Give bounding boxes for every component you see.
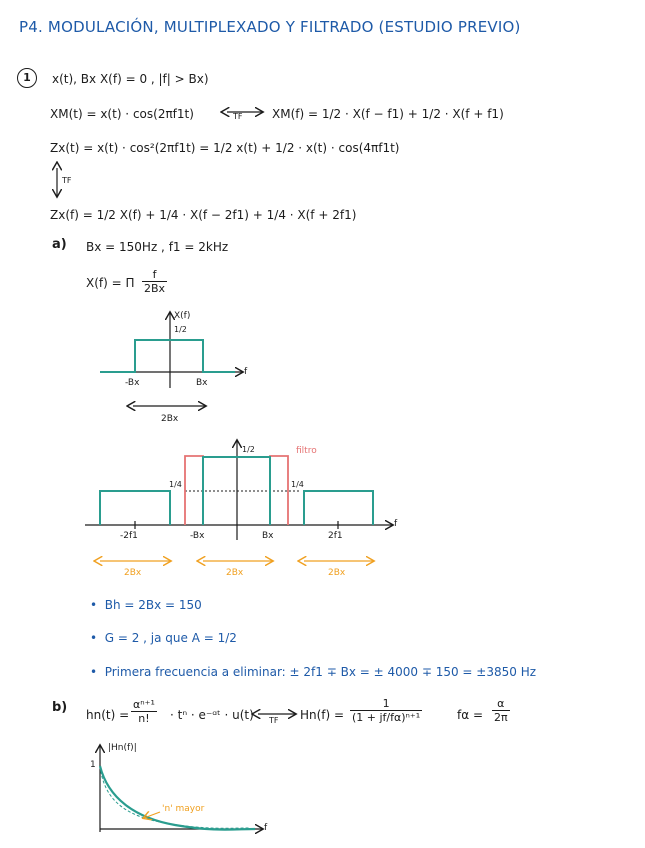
section-number: 1 (17, 68, 37, 88)
page-title: P4. MODULACIÓN, MULTIPLEXADO Y FILTRADO (ESTUDIO PREVIO) (19, 18, 521, 36)
plot3-annotation: 'n' mayor (162, 804, 205, 814)
plot2-tick-m2f1-label: -2f1 (120, 531, 138, 541)
plot2-width-label-right: 2Bx (328, 568, 346, 578)
plot3-ylabel: |Hn(f)| (108, 743, 137, 753)
freq-response-fraction (350, 697, 422, 724)
falpha-den: 2π (494, 711, 508, 724)
plot2-tick-bx-label: Bx (262, 531, 274, 541)
plot3-curve-n-large (100, 766, 250, 828)
plot1-xlabel: f (244, 367, 248, 377)
rect-arg-num: f (142, 268, 167, 282)
bullet-first-frequency: • Primera frecuencia a eliminar: ± 2f1 ∓ Bx = ± 4000 ∓ 150 = ±3850 Hz (90, 665, 537, 679)
plot3-annotation-arrow (144, 812, 160, 818)
tf-label-1: TF (233, 112, 243, 121)
impulse-response-rest: · tⁿ · e⁻ᵅᵗ · u(t) (170, 708, 254, 722)
bullet-bandwidth-text: Bh = 2Bx = 150 (104, 598, 202, 612)
impulse-response-fraction (131, 698, 157, 725)
plot3-y-tick: 1 (90, 760, 96, 770)
freq-response-den: (1 + jf/fα)ⁿ⁺¹ (352, 711, 421, 724)
falpha-num: α (492, 697, 510, 711)
falpha-lhs: fα = (457, 708, 484, 722)
plot2-width-label-center: 2Bx (226, 568, 244, 578)
plot2-width-label-left: 2Bx (124, 568, 142, 578)
modulated-signal-freq: XM(f) = 1/2 · X(f − f1) + 1/2 · X(f + f1) (272, 107, 504, 121)
plot1-tick-bx: Bx (196, 378, 208, 388)
plot1-width-label: 2Bx (161, 414, 179, 424)
plot2-height-side-right: 1/4 (291, 480, 304, 489)
bullet-gain: • G = 2 , ja que A = 1/2 (90, 631, 237, 645)
impulse-den: n! (138, 712, 150, 725)
plot2-tick-mbx-label: -Bx (190, 531, 205, 541)
bullet-gain-text: G = 2 , ja que A = 1/2 (104, 631, 237, 645)
plot2-height-side-left: 1/4 (169, 480, 182, 489)
modulated-signal-time: XM(t) = x(t) · cos(2πf1t) (50, 107, 194, 121)
impulse-response-lhs: hn(t) = (86, 708, 130, 722)
tf-label-2: TF (269, 716, 279, 725)
plot1-height-label: 1/2 (174, 325, 187, 334)
bullet-first-frequency-text: Primera frecuencia a eliminar: ± 2f1 ∓ Bx = ± 4000 ∓ 150 = ±3850 Hz (104, 665, 537, 679)
plot2-filter-label: filtro (296, 446, 317, 456)
spectrum-definition: X(f) = Π (86, 276, 135, 290)
falpha-fraction (492, 697, 510, 724)
freq-response-num: 1 (350, 697, 422, 711)
part-a-label: a) (52, 237, 67, 252)
signal-definition: x(t), Bx X(f) = 0 , |f| > Bx) (52, 72, 209, 86)
freq-response-lhs: Hn(f) = (300, 708, 345, 722)
zx-freq-expression: Zx(f) = 1/2 X(f) + 1/4 · X(f − 2f1) + 1/4 · X(f + 2f1) (50, 208, 357, 222)
plot2-xlabel: f (394, 519, 398, 529)
bullet-bandwidth: • Bh = 2Bx = 150 (90, 598, 202, 612)
plot2-left-replica (100, 491, 170, 525)
plot3-xlabel: f (264, 823, 268, 833)
rect-arg-den: 2Bx (144, 282, 166, 295)
plot1-rect-pulse (100, 340, 235, 372)
plot2-right-replica (304, 491, 373, 525)
plot3-curve-n-small (100, 766, 255, 830)
plot1-tick-neg-bx: -Bx (125, 378, 140, 388)
plot1-ylabel: X(f) (174, 311, 191, 321)
plot2-height-center: 1/2 (242, 445, 255, 454)
zx-time-expression: Zx(t) = x(t) · cos²(2πf1t) = 1/2 x(t) + 1/2 · x(t) · cos(4πf1t) (50, 141, 400, 155)
tf-label-vertical: TF (62, 176, 72, 185)
plot2-tick-2f1-label: 2f1 (328, 531, 343, 541)
part-a-given: Bx = 150Hz , f1 = 2kHz (86, 240, 229, 254)
impulse-num: αⁿ⁺¹ (133, 698, 155, 711)
part-b-label: b) (52, 700, 68, 715)
